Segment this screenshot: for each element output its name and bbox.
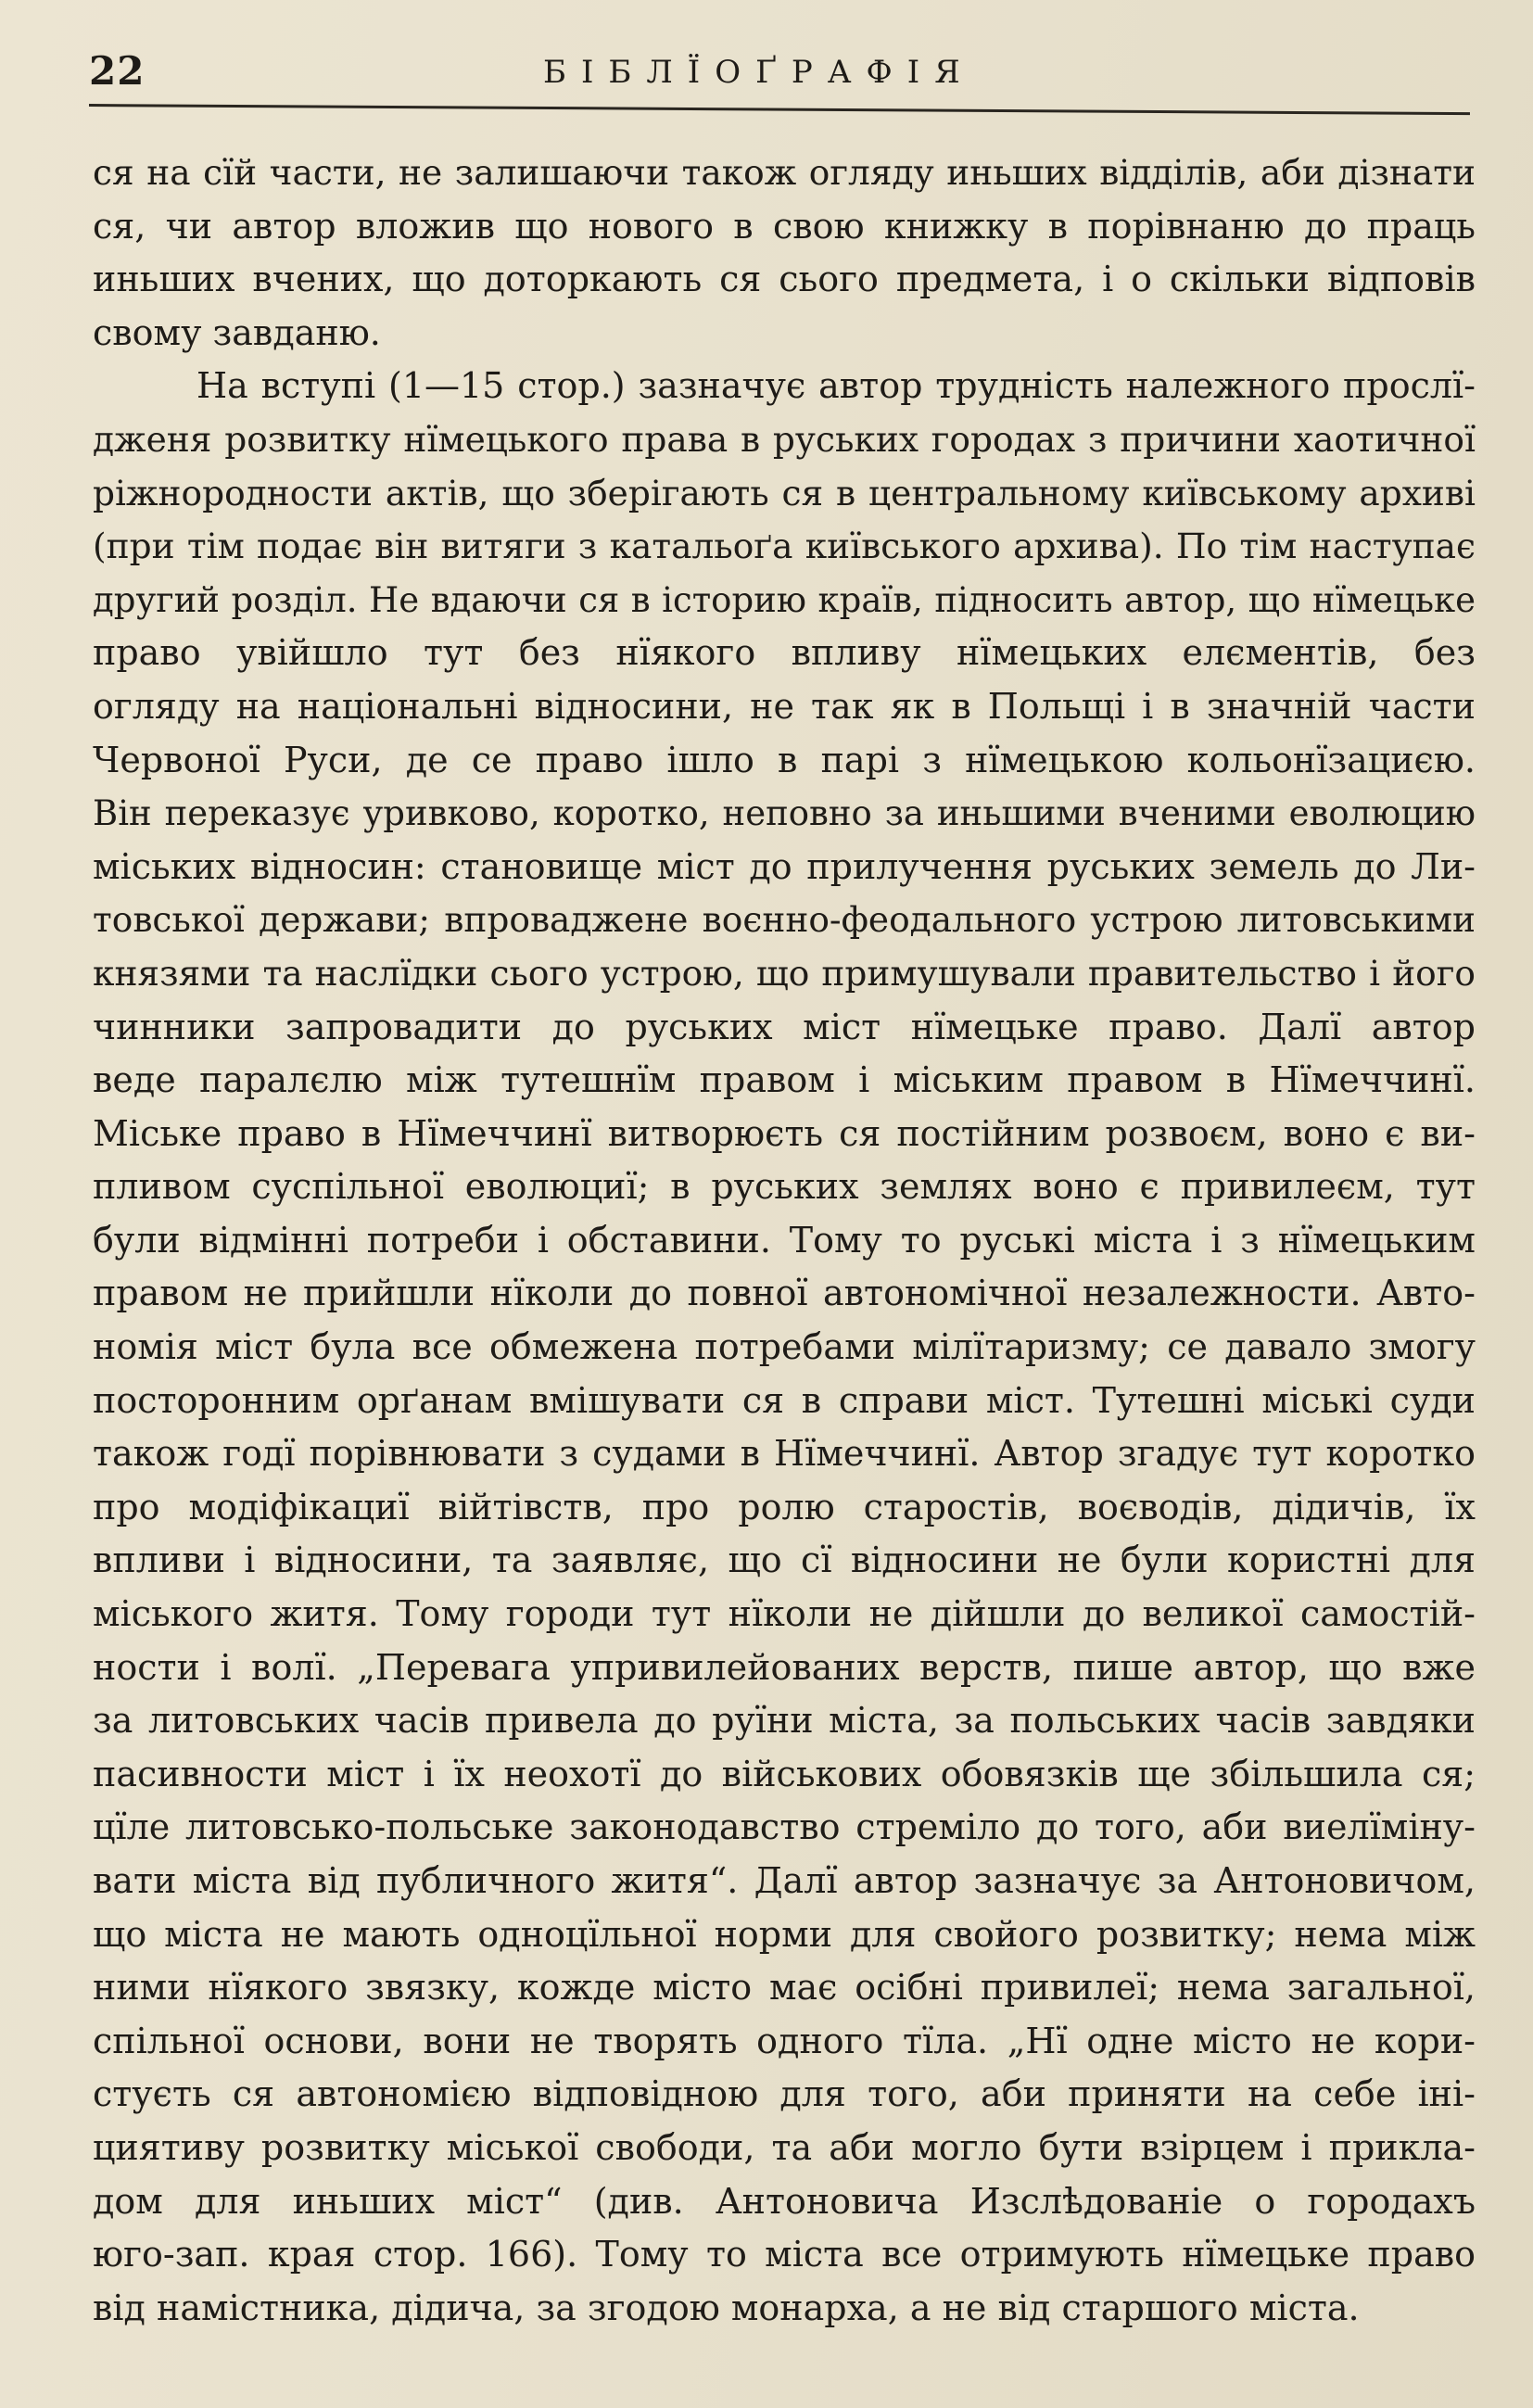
text-line: про модіфікациї війтівств, про ролю старостів, воєводів, дідичів, їх: [93, 1486, 1476, 1527]
text-line: впливи і відносини, та заявляє, що сї відносини не були користні для: [93, 1540, 1476, 1581]
text-line: стуєть ся автономією відповідною для того, аби приняти на себе іні-: [93, 2073, 1476, 2115]
text-line: цїле литовсько-польське законодавство стреміло до того, аби виелїміну-: [93, 1806, 1476, 1848]
text-line: ности і волї. „Перевага упривилейованих верств, пише автор, що вже: [93, 1646, 1476, 1688]
text-line: пасивности міст і їх неохотї до військових обовязків ще збільшила ся;: [93, 1753, 1476, 1794]
text-line: иньших вчених, що доторкають ся сього предмета, і о скільки відповів: [93, 259, 1476, 300]
body-text: [93, 146, 1476, 2335]
text-line: дом для иньших міст“ (див. Антоновича Изслѣдованіе о городахъ: [93, 2180, 1476, 2222]
text-line: (при тім подає він витяги з катальоґа київського архива). По тім наступає: [93, 526, 1476, 567]
text-line: Червоної Руси, де се право ішло в парі з нїмецькою кольонїзациєю.: [93, 739, 1476, 780]
text-line: веде паралєлю між тутешнїм правом і міським правом в Нїмеччинї.: [93, 1059, 1476, 1101]
text-line: князями та наслїдки сього устрою, що примушували правительство і його: [93, 952, 1476, 994]
paragraph-start-line: На вступі (1—15 стор.) зазначує автор трудність належного прослї-: [196, 365, 1476, 407]
text-line: право увійшло тут без нїякого впливу нїмецьких елєментів, без: [93, 632, 1476, 674]
text-line: міських відносин: становище міст до прилучення руських земель до Ли-: [93, 845, 1476, 887]
text-line: також годї порівнювати з судами в Нїмеччинї. Автор згадує тут коротко: [93, 1433, 1476, 1475]
text-line: ся на сїй части, не залишаючи також огляду иньших відділів, аби дізнати: [93, 152, 1476, 193]
text-line: вати міста від публичного житя“. Далї автор зазначує за Антоновичом,: [93, 1860, 1476, 1901]
text-line: посторонним орґанам вмішувати ся в справи міст. Тутешні міські суди: [93, 1379, 1476, 1421]
text-line: свому завданю.: [93, 311, 381, 353]
text-line: пливом суспільної еволюциї; в руських землях воно є привилеєм, тут: [93, 1166, 1476, 1208]
text-line: номія міст була все обмежена потребами мілїтаризму; се давало змогу: [93, 1326, 1476, 1368]
text-line: були відмінні потреби і обставини. Тому то руські міста і з нїмецьким: [93, 1219, 1476, 1261]
text-line: другий розділ. Не вдаючи ся в історию країв, підносить автор, що нїмецьке: [93, 579, 1476, 620]
text-line: ними нїякого звязку, кожде місто має осібні привилеї; нема загальної,: [93, 1967, 1476, 2009]
running-title: БІБЛЇОҐРАФІЯ: [543, 54, 975, 91]
text-line: від намістника, дідича, за згодою монарха, а не від старшого міста.: [93, 2287, 1360, 2328]
text-line: товської держави; впроваджене воєнно-феодального устрою литовськими: [93, 899, 1476, 941]
text-line: дженя розвитку нїмецького права в руських городах з причини хаотичної: [93, 418, 1476, 460]
text-line: за литовських часів привела до руїни міста, за польських часів завдяки: [93, 1700, 1476, 1742]
text-line: що міста не мають одноцїльної норми для свойого розвитку; нема між: [93, 1913, 1476, 1955]
text-line: Він переказує уривково, коротко, неповно за иньшими вченими еволюцию: [93, 793, 1476, 834]
page-header: [89, 48, 1479, 104]
text-line: правом не прийшли нїколи до повної автономічної незалежности. Авто-: [93, 1273, 1476, 1314]
text-line: міського житя. Тому городи тут нїколи не дійшли до великої самостій-: [93, 1593, 1476, 1635]
text-line: Міське право в Нїмеччинї витворюєть ся постійним розвоєм, воно є ви-: [93, 1112, 1476, 1154]
text-line: огляду на національні відносини, не так як в Польщі і в значній части: [93, 685, 1476, 727]
header-rule: [89, 104, 1470, 115]
text-line: циятиву розвитку міської свободи, та аби могло бути взірцем і прикла-: [93, 2126, 1476, 2168]
text-line: спільної основи, вони не творять одного тїла. „Нї одне місто не кори-: [93, 2020, 1476, 2061]
text-line: юго-зап. края стор. 166). Тому то міста все отримують нїмецьке право: [93, 2234, 1476, 2275]
text-line: чинники запровадити до руських міст нїмецьке право. Далї автор: [93, 1006, 1476, 1047]
page-number: 22: [89, 48, 146, 94]
text-line: ся, чи автор вложив що нового в свою книжку в порівнаню до праць: [93, 205, 1476, 247]
text-line: ріжнородности актів, що зберігають ся в центральному київському архиві: [93, 472, 1476, 513]
